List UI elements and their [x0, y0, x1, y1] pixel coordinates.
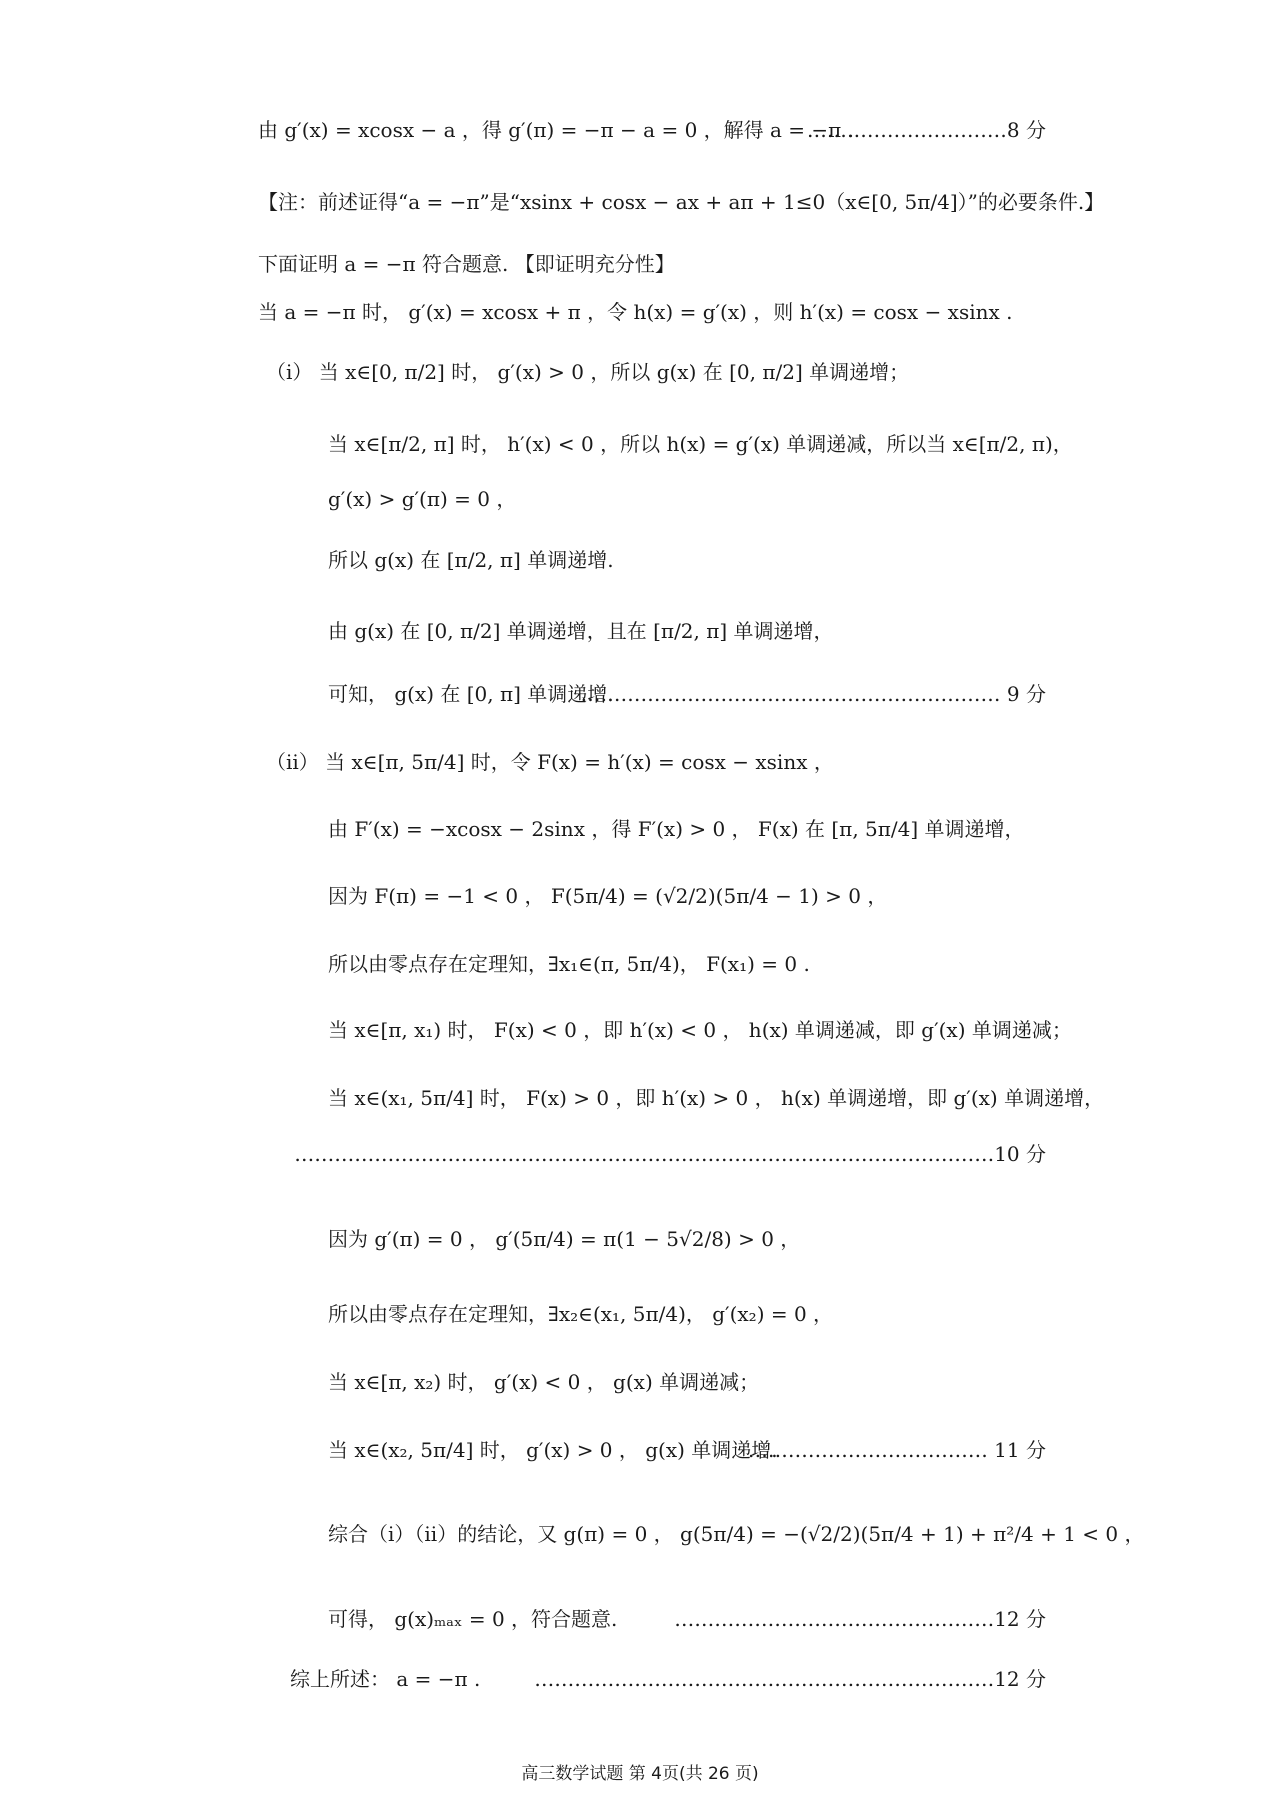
line-11-case-ii: （ii） 当 x∈[π, 5π/4] 时，令 F(x) = h′(x) = cosx − xsinx ， [266, 750, 834, 774]
line-5-case-i: （i） 当 x∈[0, π/2] 时， g′(x) > 0 ，所以 g(x) 在 [0, π/2] 单调递增； [266, 360, 910, 384]
line-14: 所以由零点存在定理知，∃x₁∈(π, 5π/4)， F(x₁) = 0 . [328, 952, 810, 976]
line-19: 所以由零点存在定理知，∃x₂∈(x₁, 5π/4)， g′(x₂) = 0 ， [328, 1302, 834, 1326]
line-4: 当 a = −π 时， g′(x) = xcosx + π ，令 h(x) = g′(x) ，则 h′(x) = cosx − xsinx . [258, 300, 1013, 324]
line-16: 当 x∈(x₁, 5π/4] 时， F(x) > 0 ，即 h′(x) > 0 ， h(x) 单调递增，即 g′(x) 单调递增， [328, 1086, 1105, 1110]
score-line-17: ……………………………………………………………………………………………10 分 [294, 1142, 1046, 1166]
line-9: 由 g(x) 在 [0, π/2] 单调递增，且在 [π/2, π] 单调递增， [328, 619, 834, 643]
line-18: 因为 g′(π) = 0 ， g′(5π/4) = π(1 − 5√2/8) > 0 ， [328, 1227, 801, 1251]
line-12: 由 F′(x) = −xcosx − 2sinx ，得 F′(x) > 0 ， F(x) 在 [π, 5π/4] 单调递增， [328, 817, 1025, 841]
score-line-21: ……………………………… 11 分 [747, 1438, 1046, 1462]
line-23: 可得， g(x)ₘₐₓ = 0 ，符合题意. [328, 1607, 618, 1631]
score-line-23: …………………………………………12 分 [674, 1607, 1046, 1631]
score-line-10: ……………………………………………………… 9 分 [580, 682, 1046, 706]
score-line-1: …………………………8 分 [806, 118, 1046, 142]
line-15: 当 x∈[π, x₁) 时， F(x) < 0 ，即 h′(x) < 0 ， h(x) 单调递减，即 g′(x) 单调递减； [328, 1018, 1072, 1042]
line-10: 可知， g(x) 在 [0, π] 单调递增. [328, 682, 614, 706]
line-22: 综合（i）（ii）的结论，又 g(π) = 0 ， g(5π/4) = −(√2/2)(5π/4 + 1) + π²/4 + 1 < 0 ， [328, 1522, 1145, 1546]
line-3: 下面证明 a = −π 符合题意. 【即证明充分性】 [258, 252, 675, 276]
score-line-24: ……………………………………………………………12 分 [534, 1667, 1046, 1691]
line-20: 当 x∈[π, x₂) 时， g′(x) < 0 ， g(x) 单调递减； [328, 1370, 760, 1394]
line-21: 当 x∈(x₂, 5π/4] 时， g′(x) > 0 ， g(x) 单调递增. [328, 1438, 778, 1462]
line-2-note: 【注：前述证得“a = −π”是“xsinx + cosx − ax + aπ + 1≤0（x∈[0, 5π/4]）”的必要条件.】 [258, 190, 1105, 214]
line-6: 当 x∈[π/2, π] 时， h′(x) < 0 ，所以 h(x) = g′(x) 单调递减，所以当 x∈[π/2, π)， [328, 432, 1073, 456]
line-13: 因为 F(π) = −1 < 0 ， F(5π/4) = (√2/2)(5π/4 − 1) > 0 ， [328, 884, 888, 908]
line-8: 所以 g(x) 在 [π/2, π] 单调递增. [328, 548, 614, 572]
page-footer: 高三数学试题 第 4页(共 26 页) [521, 1764, 759, 1784]
line-7: g′(x) > g′(π) = 0 ， [328, 487, 517, 511]
line-1: 由 g′(x) = xcosx − a ，得 g′(π) = −π − a = 0 ，解得 a = −π . [258, 118, 855, 142]
line-24: 综上所述： a = −π . [290, 1667, 481, 1691]
